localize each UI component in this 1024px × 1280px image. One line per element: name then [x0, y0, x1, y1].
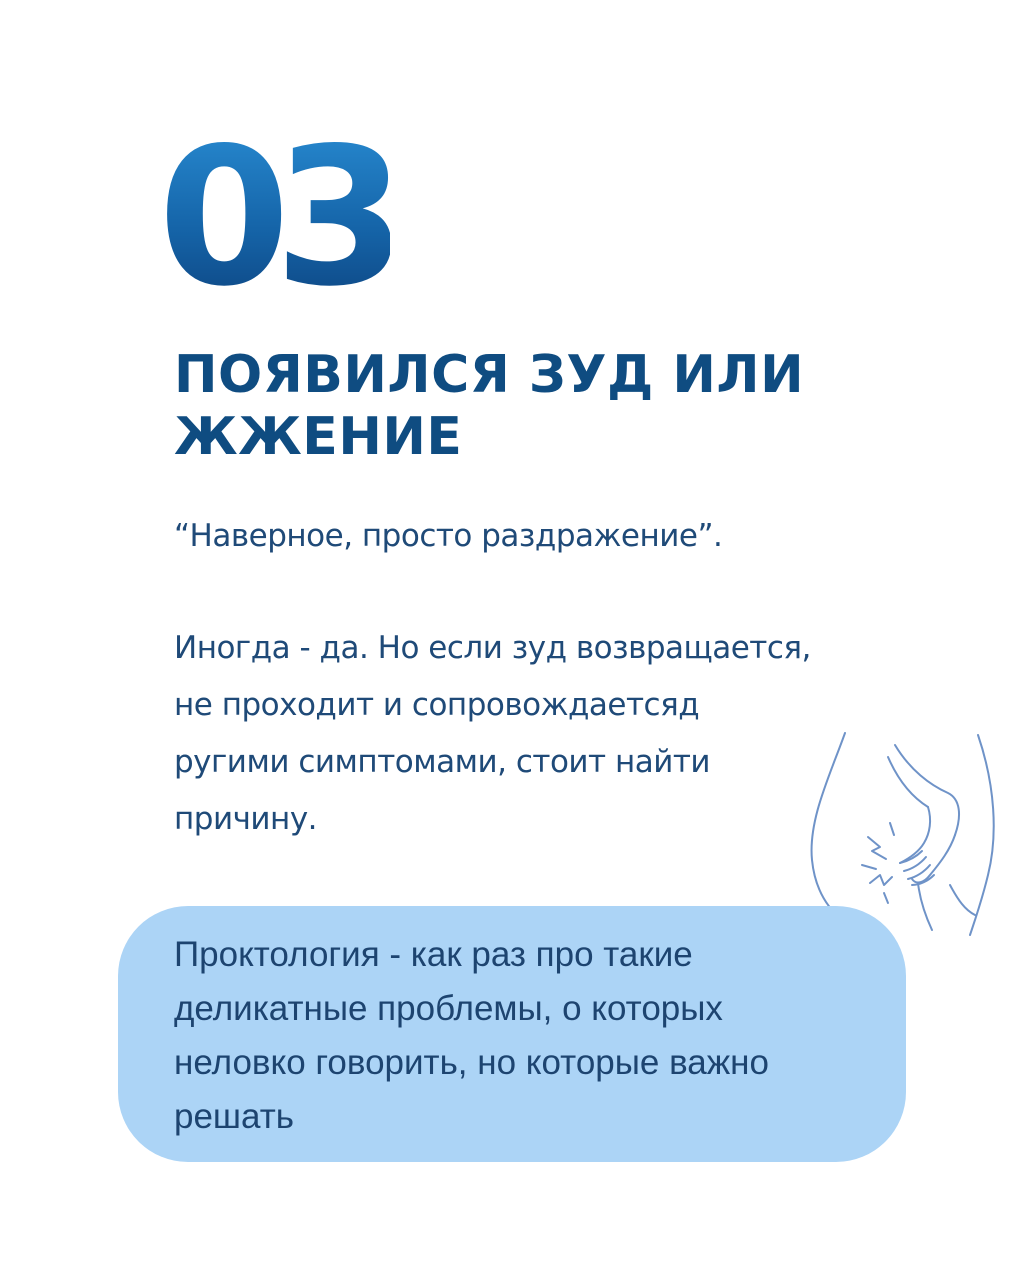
- callout-text: [174, 928, 874, 1144]
- callout-line: неловко говорить, но которые важно: [174, 1043, 769, 1082]
- slide-title: ПОЯВИЛСЯ ЗУД ИЛИ ЖЖЕНИЕ: [174, 345, 805, 467]
- slide-number: 03: [158, 107, 391, 328]
- callout-line: решать: [174, 1097, 294, 1136]
- body-line: ругими симптомами, стоит найти: [174, 744, 711, 780]
- callout-line: деликатные проблемы, о которых: [174, 989, 723, 1028]
- body-line: Иногда - да. Но если зуд возвращается,: [174, 630, 811, 666]
- quote-text: “Наверное, просто раздражение”.: [174, 518, 723, 554]
- callout-line: Проктология - как раз про такие: [174, 935, 693, 974]
- body-line: причину.: [174, 801, 318, 837]
- body-line: не проходит и сопровождаетсяд: [174, 687, 700, 723]
